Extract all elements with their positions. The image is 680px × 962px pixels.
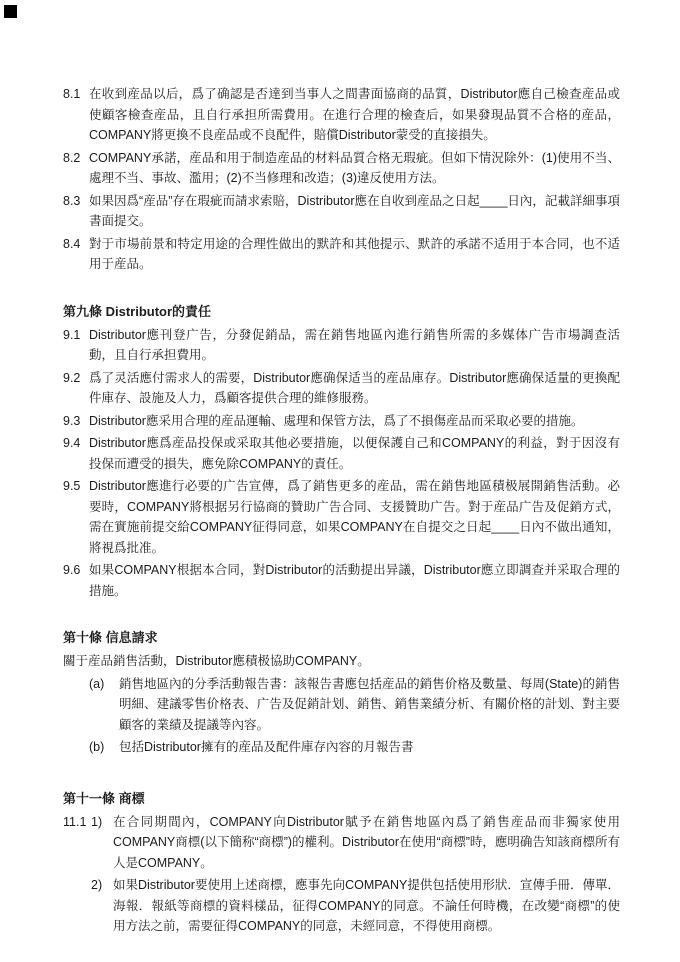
clause-10-b [89,737,620,758]
section-10-heading: 第十條 信息請求 [63,630,158,645]
clause-number: 9.6 [63,563,81,577]
clause-text: 爲了灵活應付需求人的需要，Distributor應确保适当的産品庫存。Distributor應确保适量的更換配件庫存、設施及人力，爲顧客提供合理的維修服務。 [89,370,620,405]
section-10-intro: 關于産品銷售活動，Distributor應積极協助COMPANY。 [63,654,370,668]
clause-number: 8.2 [63,150,81,165]
clause-number: 11.1 [63,814,87,829]
clause-text: Distributor應進行必要的广告宣傳，爲了銷售更多的産品，需在銷售地區積极展開銷售活動。必要時，COMPANY將根据另行協商的贊助广告合同、支援贊助广告。對于産品广告及促銷方式，需在實施前提交給COMPANY征得同意，如果COMPANY在自提交之日起____日內不做出通知，將視爲批准。 [89,479,620,555]
clause-9-2 [63,368,620,409]
clause-9-6 [63,560,620,601]
clause-number: 9.2 [63,370,81,385]
clause-number: 8.1 [63,87,81,101]
clause-9-4 [63,433,620,474]
clause-9-1 [63,325,620,366]
corner-mark [4,5,17,18]
clause-8-4 [63,234,620,275]
clause-text: Distributor應爲産品投保或采取其他必要措施，以便保護自己和COMPANY的利益，對于因沒有投保而遭受的損失，應免除COMPANY的責任。 [89,436,620,471]
document-content [63,84,620,939]
clause-text: COMPANY承諾，産品和用于制造産品的材料品質合格无瑕疵。但如下情況除外：(1)使用不当、處理不当、事故、濫用；(2)不当修理和改造；(3)違反使用方法。 [89,150,620,185]
clause-9-5 [63,476,620,558]
clause-text: Distributor應刊登广告，分發促銷品，需在銷售地區內進行銷售所需的多媒体广告市場調查活動，且自行承担費用。 [89,327,620,362]
clause-number: 9.3 [63,413,81,428]
clause-text: 銷售地區內的分季活動報告書：該報告書應包括産品的銷售价格及數量、每周(State)的銷售明細、建議零售价格表、广告及促銷計划、銷售、銷售業績分析、有關价格的計划、對主要顧客的業績及提議等內容。 [119,676,620,732]
clause-subnumber: 1) [91,814,103,829]
clause-8-3 [63,191,620,232]
clause-text: 包括Distributor擁有的産品及配件庫存內容的月報告書 [119,740,414,754]
clause-number: 9.1 [63,327,81,342]
clause-8-2 [63,148,620,189]
clause-number: 9.5 [63,479,81,493]
clause-text: 如果因爲“産品”存在瑕疵而請求索賠，Distributor應在自收到産品之日起____日內，記載詳細事項書面提交。 [89,193,620,228]
clause-text: Distributor應采用合理的産品運輸、處理和保管方法，爲了不損傷産品而采取必要的措施。 [89,413,584,428]
clause-number: 9.4 [63,436,81,450]
clause-subnumber: 2) [91,878,103,892]
clause-text: 在合同期間內，COMPANY向Distributor賦予在銷售地區內爲了銷售産品而非獨家使用COMPANY商標(以下簡称“商標”)的權利。Distributor在使用“商標”時，應明确告知該商標所有人是COMPANY。 [113,814,620,870]
clause-number: (a) [89,676,105,691]
clause-text: 如果COMPANY根据本合同，對Distributor的活動提出异議，Distributor應立即調查并采取合理的措施。 [89,563,620,598]
clause-number: 8.3 [63,193,81,208]
clause-number [63,875,91,937]
section-11-heading: 第十一條 商標 [63,790,145,806]
clause-text: 在收到産品以后，爲了确認是否達到当事人之間書面協商的品質，Distributor應自己檢查産品或使顧客檢查産品，且自行承担所需費用。在進行合理的檢查后，如果發現品質不合格的産品，COMPANY將更換不良産品或不良配件，賠償Distributor蒙受的直接損失。 [89,87,620,142]
clause-number: (b) [89,740,105,754]
clause-number: 8.4 [63,236,81,251]
clause-8-1 [63,84,620,146]
clause-11-1-1 [63,812,620,874]
clause-11-1-2 [63,875,620,937]
clause-9-3 [63,411,620,432]
section-9-heading: 第九條 Distributor的責任 [63,303,212,319]
clause-text: 對于市場前景和特定用途的合理性做出的默許和其他提示、默許的承諾不适用于本合同，也不适用于産品。 [89,236,620,271]
clause-10-a [89,674,620,736]
clause-text: 如果Distributor要使用上述商標，應事先向COMPANY提供包括使用形狀．宣傳手冊．傳單．海報．報紙等商標的資料樣品，征得COMPANY的同意。不論任何時機，在改變“商標”的使用方法之前，需要征得COMPANY的同意，未經同意，不得使用商標。 [113,878,620,933]
